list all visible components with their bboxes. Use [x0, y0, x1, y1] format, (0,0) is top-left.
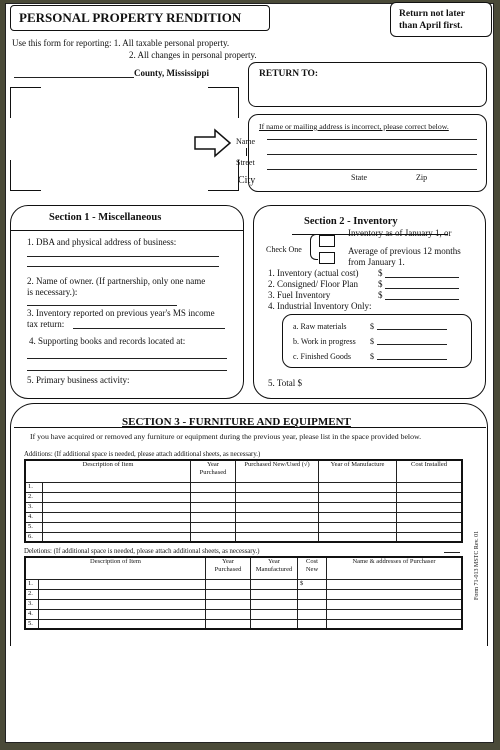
- add-cell[interactable]: [397, 512, 463, 522]
- del-cell[interactable]: [206, 619, 251, 629]
- add-cell[interactable]: [319, 492, 397, 502]
- dba-line-2[interactable]: [27, 266, 219, 267]
- add-row-number: 1.: [25, 482, 43, 492]
- section2-box: [253, 205, 486, 399]
- street-line[interactable]: [267, 154, 477, 155]
- section1-item2b: is necessary.):: [27, 287, 78, 297]
- del-header-cost-new: Cost New: [298, 557, 327, 579]
- section2-item2: 2. Consigned/ Floor Plan: [268, 279, 359, 289]
- arrow-right-icon: [193, 128, 233, 158]
- add-cell[interactable]: [191, 502, 236, 512]
- del-cell[interactable]: [251, 599, 298, 609]
- finished-goods-label: c. Finished Goods: [293, 352, 351, 361]
- add-cell[interactable]: [43, 512, 191, 522]
- del-cell[interactable]: [39, 579, 206, 589]
- add-cell[interactable]: [43, 502, 191, 512]
- add-row-number: 6.: [25, 532, 43, 542]
- records-line-1[interactable]: [27, 358, 227, 359]
- section2-item4: 4. Industrial Inventory Only:: [268, 301, 372, 311]
- add-cell[interactable]: [236, 532, 319, 542]
- del-cell[interactable]: [206, 609, 251, 619]
- section2-item3: 3. Fuel Inventory: [268, 290, 331, 300]
- address-corner-bl: [10, 160, 41, 191]
- del-cell[interactable]: [251, 609, 298, 619]
- check-box-january[interactable]: [319, 235, 335, 247]
- return-to-box: [248, 62, 487, 107]
- section2-item1: 1. Inventory (actual cost): [268, 268, 359, 278]
- add-cell[interactable]: [191, 492, 236, 502]
- section1-item4: 4. Supporting books and records located at:: [29, 336, 186, 346]
- add-header-description: Description of Item: [25, 460, 191, 482]
- del-cell[interactable]: [206, 599, 251, 609]
- del-header-year-manufactured: Year Manufactured: [251, 557, 298, 579]
- section1-item1: 1. DBA and physical address of business:: [27, 237, 177, 247]
- section3-intro: If you have acquired or removed any furniture or equipment during the previous year, please list in the space provided below.: [30, 432, 422, 441]
- del-row-number: 4.: [25, 609, 39, 619]
- section1-divider: [11, 230, 243, 231]
- del-row-number: 3.: [25, 599, 39, 609]
- section3-divider: [14, 427, 486, 428]
- fuel-line[interactable]: [385, 299, 459, 300]
- address-corner-br: [208, 160, 239, 191]
- section2-total: 5. Total $: [268, 378, 302, 388]
- add-cell[interactable]: [191, 512, 236, 522]
- add-row-number: 4.: [25, 512, 43, 522]
- finished-goods-dollar: $: [370, 352, 374, 361]
- add-cell[interactable]: [397, 522, 463, 532]
- deletions-table: [24, 556, 463, 630]
- address-corner-tr: [208, 87, 239, 118]
- section1-item5: 5. Primary business activity:: [27, 375, 130, 385]
- add-cell[interactable]: [43, 482, 191, 492]
- raw-materials-dollar: $: [370, 322, 374, 331]
- del-cell[interactable]: [39, 599, 206, 609]
- section1-item3b: tax return:: [27, 319, 65, 329]
- street-label: Street: [236, 158, 255, 167]
- option-average-a: Average of previous 12 months: [348, 246, 461, 256]
- del-cell[interactable]: [298, 609, 327, 619]
- del-cell[interactable]: [327, 619, 463, 629]
- address-corner-tl: [10, 87, 41, 118]
- del-cell[interactable]: [327, 579, 463, 589]
- instructions-line1: Use this form for reporting: 1. All taxable personal property.: [12, 38, 230, 48]
- form-id: Form 71-013 MSTC Rev. 01: [474, 530, 480, 600]
- del-row-number: 5.: [25, 619, 39, 629]
- add-cell[interactable]: [43, 522, 191, 532]
- del-cell[interactable]: [327, 589, 463, 599]
- correction-box: [248, 114, 487, 192]
- add-cell[interactable]: [43, 492, 191, 502]
- additions-label: Additions: (If additional space is needed, please attach additional sheets, as necessary.): [24, 451, 261, 458]
- city-line[interactable]: [267, 169, 477, 170]
- add-cell[interactable]: [236, 522, 319, 532]
- work-in-progress-line[interactable]: [377, 344, 447, 345]
- instructions-line2: 2. All changes in personal property.: [129, 50, 257, 60]
- county-label: County, Mississippi: [134, 68, 210, 78]
- deadline-line2: than April first.: [399, 21, 463, 31]
- section1-item2a: 2. Name of owner. (If partnership, only one name: [27, 276, 206, 286]
- name-line[interactable]: [267, 139, 477, 140]
- add-cell[interactable]: [319, 522, 397, 532]
- name-label: Name: [236, 137, 256, 146]
- work-in-progress-dollar: $: [370, 337, 374, 346]
- del-cell[interactable]: [327, 609, 463, 619]
- add-cell[interactable]: [236, 492, 319, 502]
- name-street-divider: [246, 148, 247, 156]
- section1-item3a: 3. Inventory reported on previous year's MS income: [27, 308, 215, 318]
- del-row-number: 1.: [25, 579, 39, 589]
- records-line-2[interactable]: [27, 370, 227, 371]
- finished-goods-line[interactable]: [377, 359, 447, 360]
- del-cell[interactable]: [298, 589, 327, 599]
- del-header-description: Description of Item: [25, 557, 206, 579]
- add-cell[interactable]: [319, 512, 397, 522]
- county-input-line[interactable]: [14, 77, 134, 78]
- return-to-label: RETURN TO:: [259, 69, 319, 79]
- add-cell[interactable]: [191, 532, 236, 542]
- del-cell[interactable]: [298, 619, 327, 629]
- add-cell[interactable]: [191, 482, 236, 492]
- option-january: Inventory as of January 1, or: [348, 228, 452, 238]
- del-cell[interactable]: [251, 589, 298, 599]
- item1-dollar: $: [378, 268, 383, 278]
- deadline-line1: Return not later: [399, 9, 465, 19]
- industrial-box: [282, 314, 472, 368]
- raw-materials-line[interactable]: [377, 329, 447, 330]
- state-label: State: [351, 173, 367, 182]
- add-cell[interactable]: [397, 532, 463, 542]
- section2-title: Section 2 - Inventory: [304, 216, 398, 227]
- del-cell[interactable]: [298, 599, 327, 609]
- title-box: [10, 5, 270, 31]
- zip-label: Zip: [416, 173, 428, 182]
- check-box-average[interactable]: [319, 252, 335, 264]
- deletions-short-line: [444, 552, 460, 553]
- deletions-label: Deletions: (If additional space is needed, please attach additional sheets, as necessary.): [24, 548, 260, 555]
- form-title: PERSONAL PROPERTY RENDITION: [19, 10, 242, 25]
- del-cell[interactable]: [206, 589, 251, 599]
- tax-return-line[interactable]: [73, 328, 225, 329]
- add-cell[interactable]: [236, 512, 319, 522]
- add-row-number: 2.: [25, 492, 43, 502]
- item2-dollar: $: [378, 279, 383, 289]
- del-cell[interactable]: [251, 619, 298, 629]
- check-one-label: Check One: [266, 245, 302, 254]
- owner-line[interactable]: [27, 305, 177, 306]
- del-cell[interactable]: [39, 619, 206, 629]
- add-cell[interactable]: [236, 502, 319, 512]
- add-header-year-manufacture: Year of Manufacture: [319, 460, 397, 482]
- del-cost-dollar: $: [298, 579, 327, 589]
- check-brace: [310, 234, 318, 260]
- del-header-purchaser: Name & addresses of Purchaser: [327, 557, 463, 579]
- option-average-b: from January 1.: [348, 257, 405, 267]
- add-cell[interactable]: [191, 522, 236, 532]
- additions-table: [24, 459, 463, 543]
- del-header-year-purchased: Year Purchased: [206, 557, 251, 579]
- raw-materials-label: a. Raw materials: [293, 322, 347, 331]
- add-cell[interactable]: [397, 482, 463, 492]
- add-cell[interactable]: [397, 492, 463, 502]
- section1-box: [10, 205, 244, 399]
- del-cell[interactable]: [206, 579, 251, 589]
- item3-dollar: $: [378, 290, 383, 300]
- work-in-progress-label: b. Work in progress: [293, 337, 356, 346]
- section3-title: SECTION 3 - FURNITURE AND EQUIPMENT: [122, 416, 351, 428]
- add-header-new-used: Purchased New/Used (√): [236, 460, 319, 482]
- section1-title: Section 1 - Miscellaneous: [49, 212, 162, 223]
- add-cell[interactable]: [236, 482, 319, 492]
- city-label: City: [238, 175, 256, 186]
- add-cell[interactable]: [319, 532, 397, 542]
- del-cell[interactable]: [251, 579, 298, 589]
- add-header-cost-installed: Cost Installed: [397, 460, 463, 482]
- dba-line-1[interactable]: [27, 256, 219, 257]
- add-row-number: 5.: [25, 522, 43, 532]
- add-cell[interactable]: [397, 502, 463, 512]
- add-header-year-purchased: Year Purchased: [191, 460, 236, 482]
- del-cell[interactable]: [39, 609, 206, 619]
- consigned-line[interactable]: [385, 288, 459, 289]
- add-cell[interactable]: [319, 502, 397, 512]
- correction-note: If name or mailing address is incorrect, please correct below.: [259, 122, 449, 131]
- del-cell[interactable]: [39, 589, 206, 599]
- add-cell[interactable]: [319, 482, 397, 492]
- del-cell[interactable]: [327, 599, 463, 609]
- add-cell[interactable]: [43, 532, 191, 542]
- deadline-box: [390, 2, 492, 37]
- add-row-number: 3.: [25, 502, 43, 512]
- inventory-cost-line[interactable]: [385, 277, 459, 278]
- del-row-number: 2.: [25, 589, 39, 599]
